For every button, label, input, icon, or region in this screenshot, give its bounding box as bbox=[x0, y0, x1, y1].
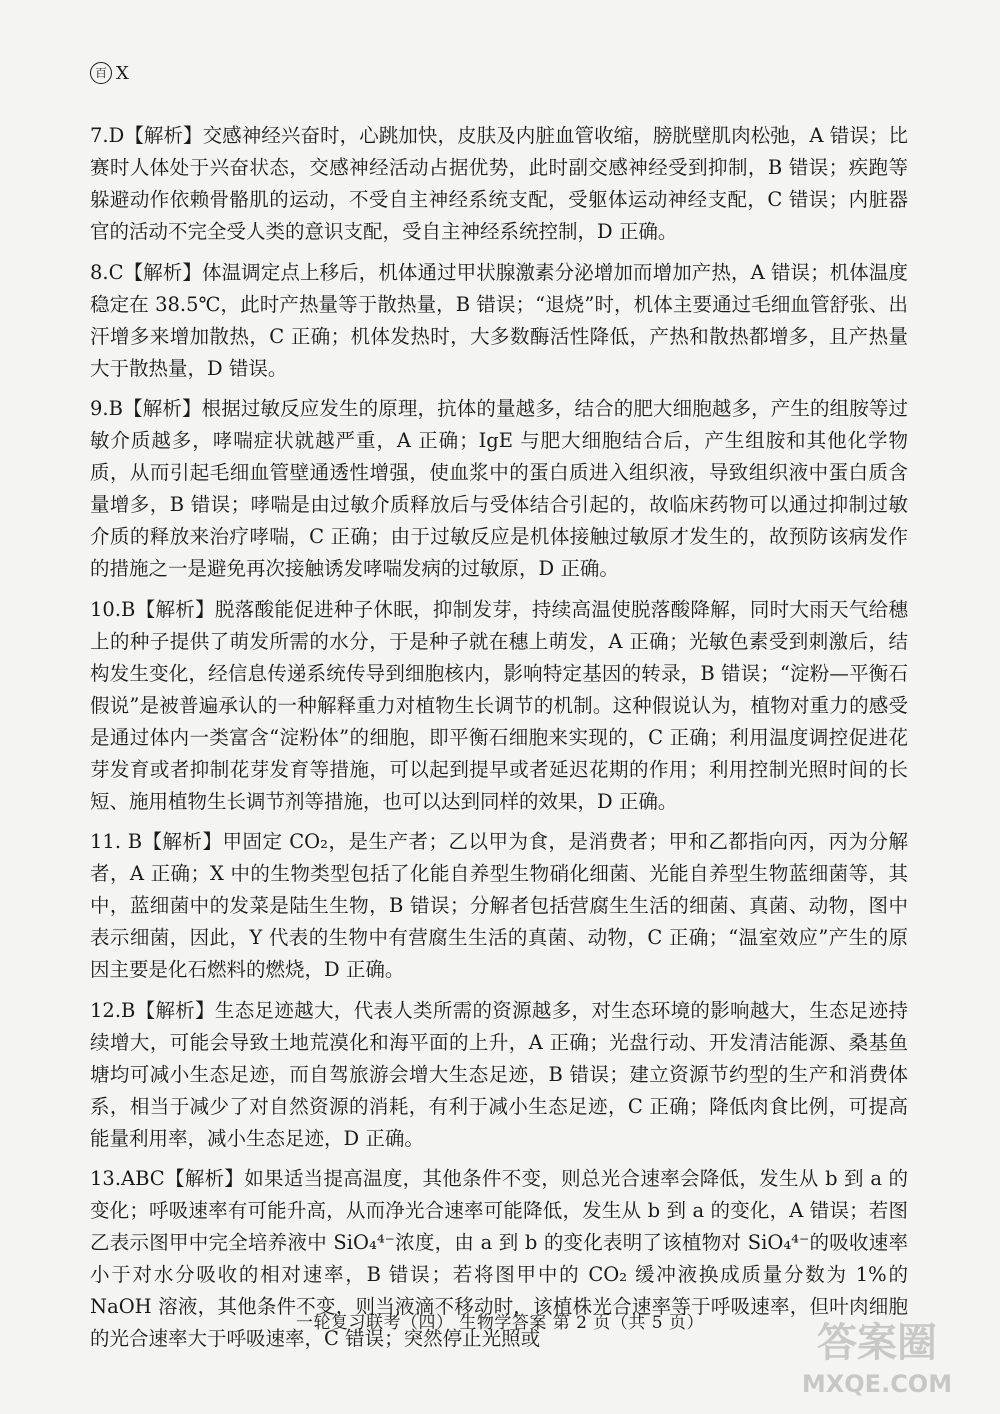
answer-item-12: 12.B【解析】生态足迹越大，代表人类所需的资源越多，对生态环境的影响越大，生态足迹持续增大，可能会导致土地荒漠化和海平面的上升，A 正确；光盘行动、开发清洁能源、桑基鱼塘均可减小生态足迹，而自驾旅游会增大生态足迹，B 错误；建立资源节约型的生产和消费体系，相当于减少了对自然资源的消耗，有利于减小生态足迹，C 正确；降低肉食比例，可提高能量利用率，减小生态足迹，D 正确。 bbox=[90, 998, 908, 1150]
answer-item-13: 13.ABC【解析】如果适当提高温度，其他条件不变，则总光合速率会降低，发生从 b 到 a 的变化；呼吸速率有可能升高，从而净光合速率可能降低，发生从 b 到 a 的变化，A 错误；若图乙表示图甲中完全培养液中 SiO₄⁴⁻浓度，由 a 到 b 的变化表明了该植物对 SiO₄⁴⁻的吸收速率小于对水分吸收的相对速率，B 错误；若将图甲中的 CO₂ 缓冲液换成质量分数为 1%的 NaOH 溶液，其他条件不变，则当液滴不移动时，该植株光合速率等于呼吸速率，但叶肉细胞的光合速率大于呼吸速率，C 错误；突然停止光照或 bbox=[90, 1167, 908, 1350]
answer-item-11: 11. B【解析】甲固定 CO₂，是生产者；乙以甲为食，是消费者；甲和乙都指向丙，丙为分解者，A 正确；X 中的生物类型包括了化能自养型生物硝化细菌、光能自养型生物蓝细菌等，其中，蓝细菌中的发菜是陆生生物，B 错误；分解者包括营腐生生活的细菌、真菌、动物，图中表示细菌，因此，Y 代表的生物中有营腐生生活的真菌、动物，C 正确；“温室效应”产生的原因主要是化石燃料的燃烧，D 正确。 bbox=[90, 830, 908, 981]
watermark-line1: 答案圈 bbox=[817, 1320, 937, 1366]
answer-item-7: 7.D【解析】交感神经兴奋时，心跳加快，皮肤及内脏血管收缩，膀胱壁肌肉松弛，A 错误；比赛时人体处于兴奋状态，交感神经活动占据优势，此时副交感神经受到抑制，B 错误；疾跑等躲避动作依赖骨骼肌的运动，不受自主神经系统支配，受躯体运动神经支配，C 错误；内脏器官的活动不完全受人类的意识支配，受自主神经系统控制，D 正确。 bbox=[90, 124, 908, 243]
answer-item-10: 10.B【解析】脱落酸能促进种子休眠，抑制发芽，持续高温使脱落酸降解，同时大雨天气给穗上的种子提供了萌发所需的水分，于是种子就在穗上萌发，A 正确；光敏色素受到刺激后，结构发生变化，经信息传递系统传导到细胞核内，影响特定基因的转录，B 错误；“淀粉—平衡石假说”是被普遍承认的一种解释重力对植物生长调节的机制。这种假说认为，植物对重力的感受是通过体内一类富含“淀粉体”的细胞，即平衡石细胞来实现的，C 正确；利用温度调控促进花芽发育或者抑制花芽发育等措施，可以起到提早或者延迟花期的作用；利用控制光照时间的长短、施用植物生长调节剂等措施，也可以达到同样的效果，D 正确。 bbox=[90, 597, 908, 813]
answer-item-9: 9.B【解析】根据过敏反应发生的原理，抗体的量越多，结合的肥大细胞越多，产生的组胺等过敏介质越多，哮喘症状就越严重，A 正确；IgE 与肥大细胞结合后，产生组胺和其他化学物质，从而引起毛细血管壁通透性增强，使血浆中的蛋白质进入组织液，导致组织液中蛋白质含量增多，B 错误；哮喘是由过敏介质释放后与受体结合引起的，故临床药物可以通过抑制过敏介质的释放来治疗哮喘，C 正确；由于过敏反应是机体接触过敏原才发生的，故预防该病发作的措施之一是避免再次接触诱发哮喘发病的过敏原，D 正确。 bbox=[90, 397, 908, 580]
page-footer: 一轮复习联考（四） 生物学答案 第 2 页（共 5 页） bbox=[295, 1313, 705, 1333]
header-mark bbox=[90, 62, 129, 84]
header-letter: X bbox=[116, 62, 129, 84]
answer-item-8: 8.C【解析】体温调定点上移后，机体通过甲状腺激素分泌增加而增加产热，A 错误；机体温度稳定在 38.5℃，此时产热量等于散热量，B 错误；“退烧”时，机体主要通过毛细血管舒张、出汗增多来增加散热，C 正确；机体发热时，大多数酶活性降低，产热和散热都增多，且产热量大于散热量，D 错误。 bbox=[90, 260, 908, 380]
watermark-line2: MXQE.COM bbox=[801, 1370, 953, 1398]
answer-content bbox=[90, 120, 908, 1364]
watermark-logo bbox=[782, 1304, 972, 1404]
circled-glyph: 百 bbox=[90, 62, 112, 84]
